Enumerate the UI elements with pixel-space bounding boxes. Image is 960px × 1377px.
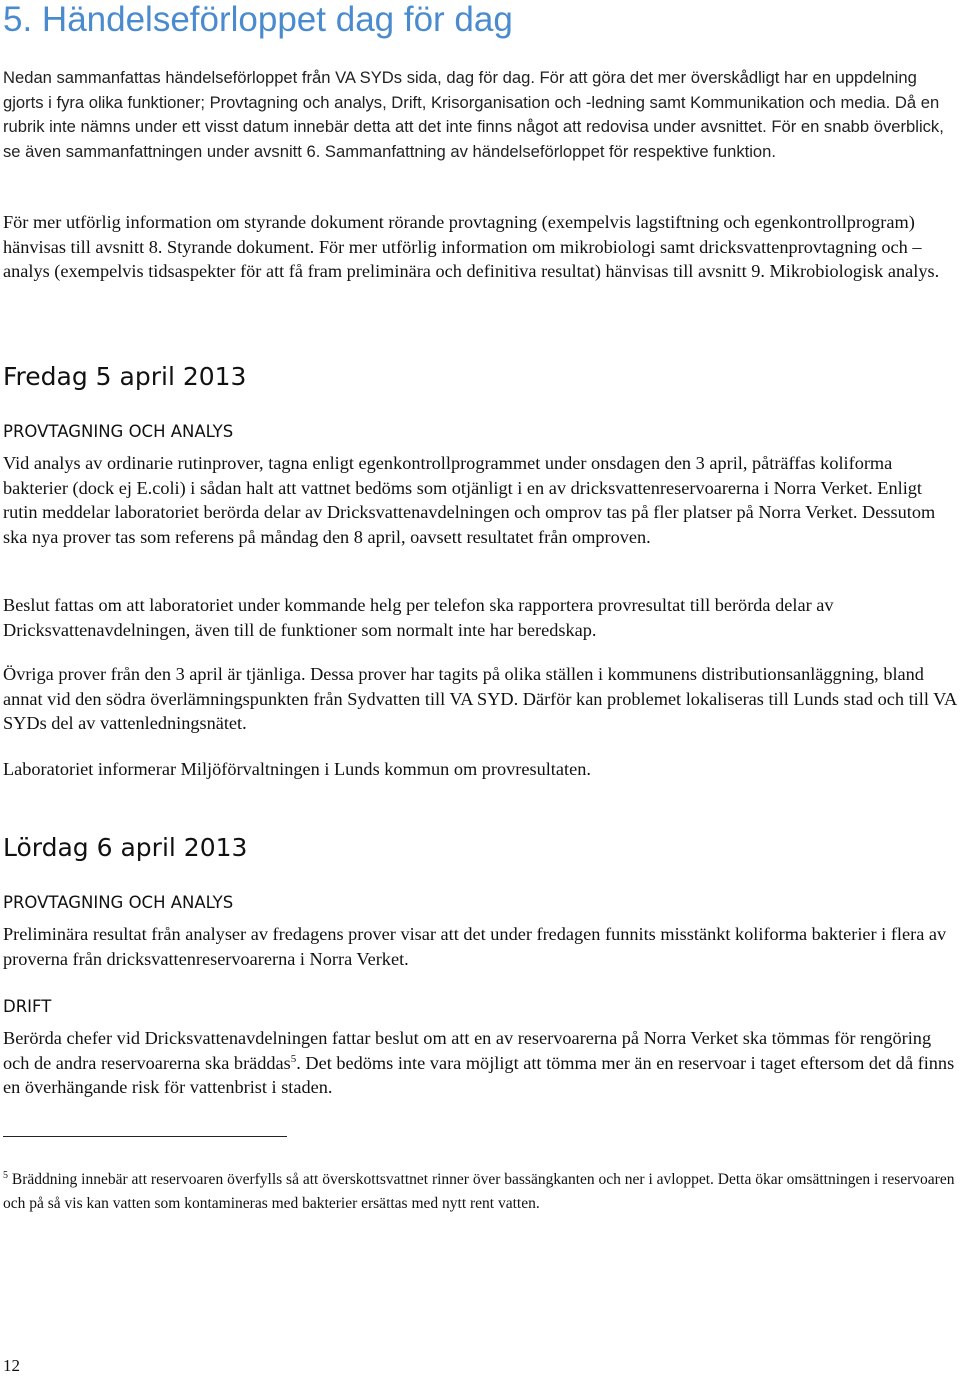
footnote-reference[interactable]: 5 xyxy=(290,1052,297,1065)
chapter-title: 5. Händelseförloppet dag för dag xyxy=(3,0,513,39)
day-date-friday: Fredag 5 april 2013 xyxy=(3,362,247,391)
footnote-text: Bräddning innebär att reservoaren överfylls så att överskottsvattnet rinner över bassängkanten och ner i avloppet. Detta ökar omsättningen i reservoaren och på så vis kan vatten som kontamineras med bakterier ersättas med nytt rent vatten. xyxy=(3,1171,955,1212)
saturday-paragraph-1: Preliminära resultat från analyser av fredagens prover visar att det under fredagen funnits misstänkt koliforma bakterier i flera av proverna från dricksvattenreservoarerna i Norra Verket. xyxy=(3,924,947,969)
drift-text-before: Berörda chefer vid Dricksvattenavdelningen fattar beslut om att en av reservoarerna på Norra Verket ska tömmas för rengöring och de andra reservoarerna ska bräddas xyxy=(3,1028,932,1073)
friday-paragraph-1: Vid analys av ordinarie rutinprover, tagna enligt egenkontrollprogrammet under onsdagen den 3 april, påträffas koliforma bakterier (dock ej E.coli) i sådan halt att vattnet bedöms som otjänligt i en av dricksvattenreservoarerna i Norra Verket. Enligt rutin meddelar laboratoriet berörda delar av Dricksvattenavdelningen och omprov tas på fler platser på Norra Verket. Dessutom ska nya prover tas som referens på måndag den 8 april, oavsett resultatet från omproven. xyxy=(3,453,936,547)
section-heading-provtagning-friday: PROVTAGNING OCH ANALYS xyxy=(3,422,234,441)
intro-paragraph-1-part-b: Då en rubrik inte nämns under ett visst datum innebär detta att det inte finns något att redovisa under avsnittet. För en snabb överblick, se även sammanfattningen under avsnitt 6. Sammanfattning av händelseförloppet för respektive funktion. xyxy=(3,92,944,161)
intro-paragraph-2: För mer utförlig information om styrande dokument rörande provtagning (exempelvis lagstiftning och egenkontrollprogram) hänvisas till avsnitt 8. Styrande dokument. För mer utförlig information om mikrobiologi samt dricksvattenprovtagning och –analys (exempelvis tidsaspekter för att få fram preliminära och definitiva resultat) hänvisas till avsnitt 9. Mikrobiologisk analys. xyxy=(3,212,940,281)
friday-paragraph-3: Övriga prover från den 3 april är tjänliga. Dessa prover har tagits på olika ställen i kommunens distributionsanläggning, bland annat vid den södra överlämningspunkten från Sydvatten till VA SYD. Därför kan problemet lokaliseras till Lunds stad och till VA SYDs del av vattenledningsnätet. xyxy=(3,664,957,733)
section-heading-provtagning-saturday: PROVTAGNING OCH ANALYS xyxy=(3,893,234,912)
friday-paragraph-4: Laboratoriet informerar Miljöförvaltningen i Lunds kommun om provresultaten. xyxy=(3,759,591,779)
intro-paragraph-1 xyxy=(3,66,958,164)
intro-paragraph-1-part-a: Nedan sammanfattas händelseförloppet från VA SYDs sida, dag för dag. För att göra det mer överskådligt har en uppdelning gjorts i fyra olika funktioner; Provtagning och analys, Drift, Krisorganisation och -ledning samt Kommunikation och media. xyxy=(3,68,917,112)
page-number: 12 xyxy=(3,1356,20,1375)
footnote xyxy=(3,1168,958,1216)
section-heading-drift: DRIFT xyxy=(3,997,52,1016)
footnote-separator xyxy=(3,1136,287,1137)
day-date-saturday: Lördag 6 april 2013 xyxy=(3,833,248,862)
drift-text-after: . Det bedöms inte vara möjligt att tömma mer än en reservoar i taget eftersom det då finns en överhängande risk för vattenbrist i staden. xyxy=(3,1052,955,1097)
footnote-marker: 5 xyxy=(3,1169,8,1181)
drift-paragraph xyxy=(3,1026,958,1100)
friday-paragraph-2: Beslut fattas om att laboratoriet under kommande helg per telefon ska rapportera provresultat till berörda delar av Dricksvattenavdelningen, även till de funktioner som normalt inte har beredskap. xyxy=(3,595,834,640)
